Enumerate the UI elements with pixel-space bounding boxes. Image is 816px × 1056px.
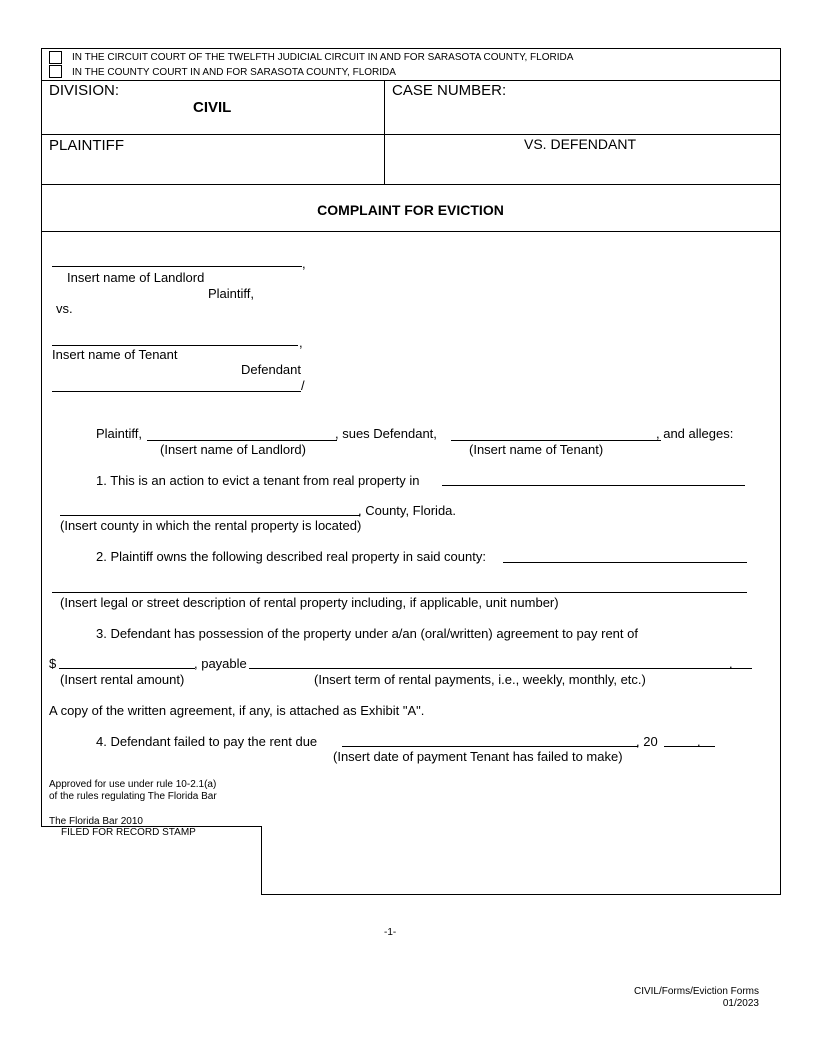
forms-path: CIVIL/Forms/Eviction Forms: [633, 986, 759, 997]
p4-hint: (Insert date of payment Tenant has failed to make): [333, 749, 623, 764]
plaintiff-label: PLAINTIFF: [49, 137, 125, 154]
p3-end: .: [729, 656, 733, 671]
tenant-name-line[interactable]: [52, 345, 298, 346]
paragraph-3: 3. Defendant has possession of the property under a/an (oral/written) agreement to pay rent of: [96, 626, 638, 641]
county-court-option: IN THE COUNTY COURT IN AND FOR SARASOTA COUNTY, FLORIDA: [72, 67, 396, 78]
division-label: DIVISION:: [49, 82, 120, 99]
p1-county: , County, Florida.: [358, 503, 457, 518]
paragraph-4: 4. Defendant failed to pay the rent due: [96, 734, 318, 749]
tenant-hint: Insert name of Tenant: [52, 347, 178, 362]
p2-hint: (Insert legal or street description of rental property including, if applicable, unit number): [60, 595, 559, 610]
paragraph-1: 1. This is an action to evict a tenant from real property in: [96, 473, 420, 488]
stamp-label: FILED FOR RECORD STAMP: [61, 827, 196, 838]
p1-county-line[interactable]: [60, 515, 360, 516]
intro-tenant-hint: (Insert name of Tenant): [469, 442, 604, 457]
division-value: CIVIL: [193, 99, 232, 116]
intro-plaintiff: Plaintiff,: [96, 426, 143, 441]
plaintiff-word: Plaintiff,: [208, 286, 255, 301]
circuit-court-option: IN THE CIRCUIT COURT OF THE TWELFTH JUDICIAL CIRCUIT IN AND FOR SARASOTA COUNTY, FLORIDA: [72, 52, 574, 63]
p3-amount-line[interactable]: [59, 668, 195, 669]
p4-date-line[interactable]: [342, 746, 638, 747]
intro-alleges: , and alleges:: [656, 426, 734, 441]
vs-text: vs.: [56, 301, 73, 316]
copy-note: A copy of the written agreement, if any, is attached as Exhibit "A".: [49, 703, 425, 718]
page-number: -1-: [384, 927, 397, 938]
case-number-field[interactable]: [386, 100, 778, 132]
caption-end-line: [52, 391, 301, 392]
slash: /: [301, 378, 305, 393]
form-date: 01/2023: [722, 998, 759, 1009]
p2-line-b[interactable]: [52, 592, 747, 593]
approved-line-2: of the rules regulating The Florida Bar: [49, 791, 217, 802]
intro-sues: , sues Defendant,: [335, 426, 437, 441]
p4-end: .: [697, 734, 701, 749]
filed-stamp-area: [263, 828, 779, 893]
p4-year-line[interactable]: [664, 746, 715, 747]
comma: ,: [302, 256, 306, 271]
p4-year: , 20: [636, 734, 658, 749]
intro-landlord-hint: (Insert name of Landlord): [160, 442, 306, 457]
p1-hint: (Insert county in which the rental property is located): [60, 518, 362, 533]
paragraph-2: 2. Plaintiff owns the following described real property in said county:: [96, 549, 486, 564]
defendant-label: VS. DEFENDANT: [524, 136, 637, 152]
p3-dollar: $: [49, 656, 57, 671]
case-number-label: CASE NUMBER:: [392, 82, 507, 99]
intro-landlord-line[interactable]: [147, 440, 337, 441]
p2-line-a[interactable]: [503, 562, 747, 563]
defendant-word: Defendant: [241, 362, 301, 377]
florida-bar-year: The Florida Bar 2010: [49, 816, 143, 827]
p1-location-line[interactable]: [442, 485, 745, 486]
page-title: COMPLAINT FOR EVICTION: [317, 202, 504, 218]
circuit-court-checkbox[interactable]: [49, 51, 62, 64]
p3-amount-hint: (Insert rental amount): [60, 672, 185, 687]
intro-tenant-line[interactable]: [451, 440, 661, 441]
p3-term-hint: (Insert term of rental payments, i.e., weekly, monthly, etc.): [314, 672, 646, 687]
landlord-name-line[interactable]: [52, 266, 302, 267]
landlord-hint: Insert name of Landlord: [67, 270, 205, 285]
approved-line-1: Approved for use under rule 10-2.1(a): [49, 779, 217, 790]
county-court-checkbox[interactable]: [49, 65, 62, 78]
p3-term-line[interactable]: [249, 668, 752, 669]
p3-payable: , payable: [194, 656, 247, 671]
comma: ,: [299, 335, 303, 350]
